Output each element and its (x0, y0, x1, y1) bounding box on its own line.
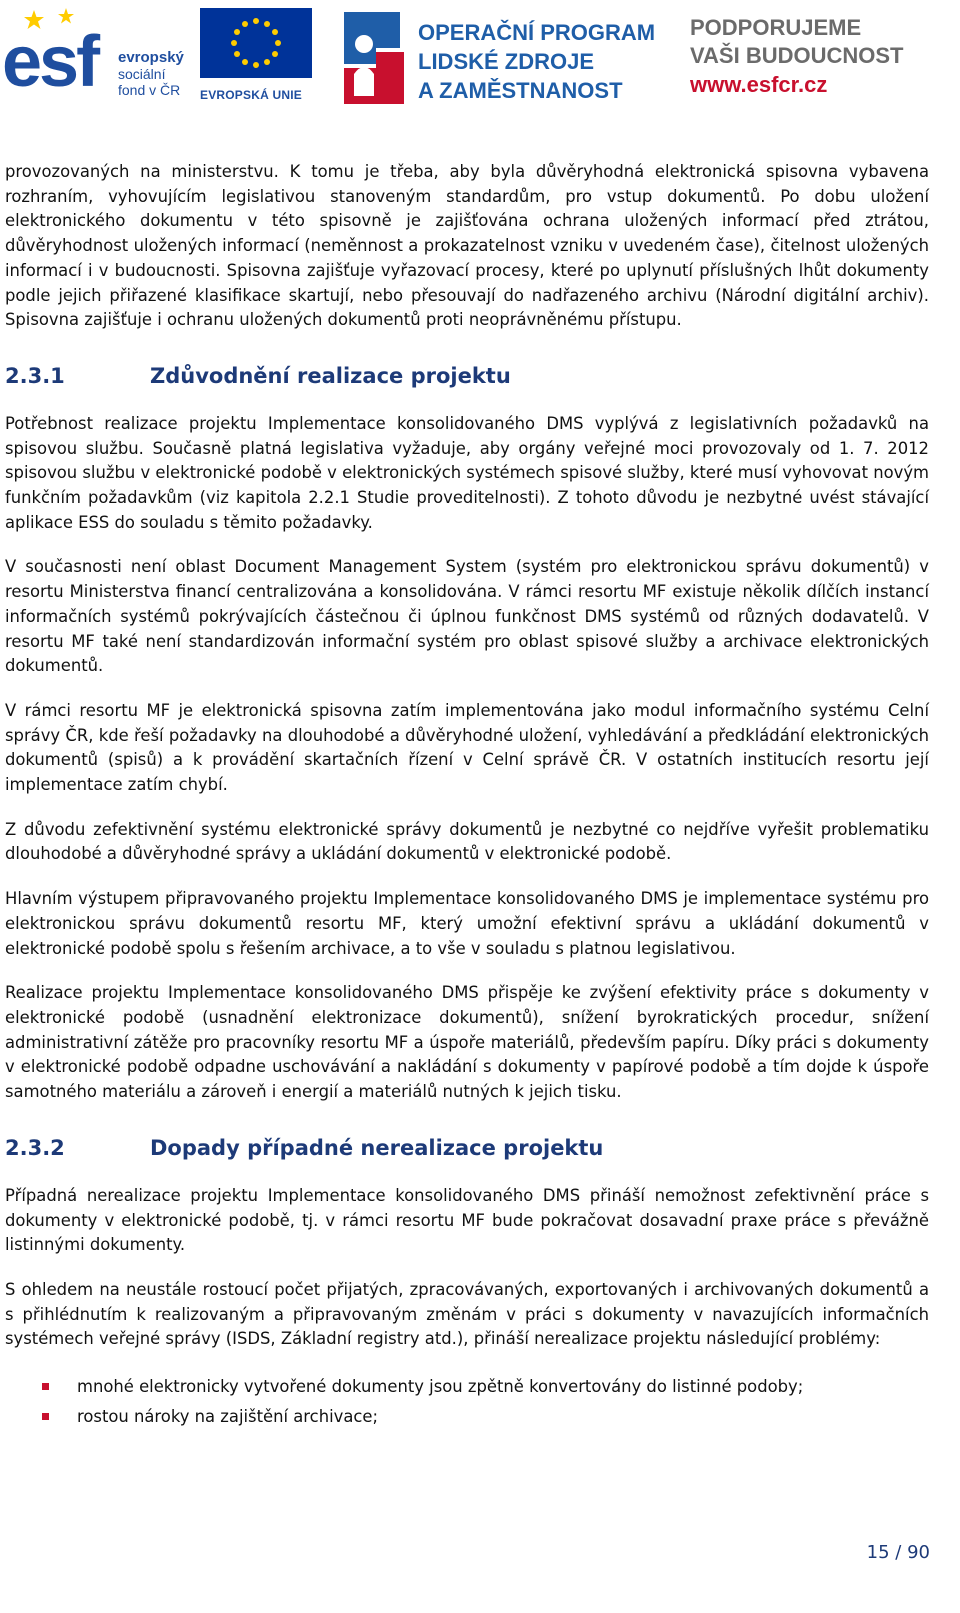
op-title-line2: LIDSKÉ ZDROJE (418, 49, 595, 74)
bullet-square-icon (42, 1413, 49, 1420)
paragraph: V rámci resortu MF je elektronická spisovna zatím implementována jako modul informačního systému Celní správy ČR, kde řeší požadavky na dlouhodobé a důvěryhodné uložení, vyhledávání a předkládání elektronických dokumentů (spisů) a k provádění skartačních řízení v Celní správě ČR. V ostatních institucích resortu její implementace zatím chybí. (5, 700, 929, 795)
esf-logo (2, 6, 190, 106)
page-number: 15 / 90 (866, 1542, 930, 1563)
support-url: www.esfcr.cz (690, 72, 828, 97)
list-item-text: rostou nároky na zajištění archivace; (77, 1407, 378, 1427)
intro-paragraph: provozovaných na ministerstvu. K tomu je třeba, aby byla důvěryhodná elektronická spisovna vybavena rozhraním, vyhovujícím legislativou stanoveným standardům, pro vstup dokumentů. Po dobu uložení elektronického dokumentu v této spisovně je zajišťována ochrana uložených informací před ztrátou, důvěryhodnost uložených informací (neměnnost a prokazatelnost vzniku v uvedeném čase), čitelnost uložených informací i v budoucnosti. Spisovna zajišťuje vyřazovací procesy, které po uplynutí příslušných lhůt dokumenty podle jejich přiřazené klasifikace skartují, nebo přesouvají do nadřazeného archivu (Národní digitální archiv). Spisovna zajišťuje i ochranu uložených dokumentů proti neoprávněnému přístupu. (5, 162, 929, 330)
support-slogan (690, 14, 950, 100)
op-puzzle-icon (340, 8, 412, 108)
section-number: 2.3.1 (5, 363, 65, 388)
support-line1: PODPORUJEME (690, 15, 862, 40)
paragraph: V současnosti není oblast Document Management System (systém pro elektronickou správu dokumentů) v resortu Ministerstva financí centralizována a konsolidována. V rámci resortu MF existuje několik dílčích instancí informačních systémů pokrývajících částečnou či úplnou funkčnost DMS systémů od různých dodavatelů. V resortu MF také není standardizován informační systém pro oblast spisové služby a archivace elektronických dokumentů. (5, 557, 929, 676)
op-title (418, 18, 655, 105)
section-title: Dopady případné nerealizace projektu (150, 1135, 604, 1160)
paragraph: Potřebnost realizace projektu Implementace konsolidovaného DMS vyplývá z legislativních požadavků na spisovou službu. Současně platná legislativa vyžaduje, aby orgány veřejné moci provozovaly od 1. 7. 2012 spisovou službu v elektronické podobě v elektronických systémech spisové služby, které musí vyhovovat novým funkčním požadavkům (viz kapitola 2.2.1 Studie proveditelnosti). Z tohoto důvodu je nezbytné uvést stávající aplikace ESS do souladu s těmito požadavky. (5, 413, 929, 532)
bullet-square-icon (42, 1383, 49, 1390)
paragraph: S ohledem na neustále rostoucí počet přijatých, zpracovávaných, exportovaných i archivovaných dokumentů a s přihlédnutím k realizovaným a připravovaným změnám v práci s dokumenty v navazujících informačních systémech veřejné správy (ISDS, Základní registry atd.), přináší nerealizace projektu následující problémy: (5, 1279, 929, 1349)
esf-letters: esf (2, 22, 98, 102)
section-title: Zdůvodnění realizace projektu (150, 363, 511, 388)
list-item (5, 1372, 929, 1402)
document-body (5, 160, 929, 1432)
eu-label: EVROPSKÁ UNIE (200, 88, 302, 102)
paragraph: Případná nerealizace projektu Implementace konsolidovaného DMS přináší nemožnost zefektivnění práce s dokumenty v elektronické podobě, tj. v rámci resortu MF bude pokračovat dosavadní praxe práce s převážně listinnými dokumenty. (5, 1185, 929, 1255)
section-heading-2-3-2 (5, 1133, 929, 1163)
op-logo (340, 8, 670, 108)
esf-caption-line3: fond v ČR (118, 82, 181, 98)
eu-flag-icon (200, 8, 312, 78)
esf-caption-line1: evropský (118, 49, 184, 66)
header-logos (0, 0, 960, 112)
eu-logo (200, 8, 312, 104)
support-line2: VAŠI BUDOUCNOST (690, 43, 904, 68)
eu-stars-icon (200, 8, 312, 78)
list-item-text: mnohé elektronicky vytvořené dokumenty jsou zpětně konvertovány do listinné podoby; (77, 1377, 804, 1397)
op-title-line3: A ZAMĚSTNANOST (418, 78, 623, 103)
paragraph: Realizace projektu Implementace konsolidovaného DMS přispěje ke zvýšení efektivity práce s dokumenty v elektronické podobě (usnadnění elektronizace dokumentů), snížení byrokratických procedur, snížení administrativní zátěže pro pracovníky resortu MF a úspoře materiálů, především papíru. Díky práci s dokumenty v elektronické podobě odpadne uschovávání a nakládání s dokumenty v papírové podobě a tím dojde k úspoře samotného materiálu a zároveň i energií a materiálů nutných k jejich tisku. (5, 983, 929, 1102)
op-title-line1: OPERAČNÍ PROGRAM (418, 20, 656, 45)
list-item (5, 1402, 929, 1432)
bullet-list (5, 1372, 929, 1432)
section-heading-2-3-1 (5, 361, 929, 391)
esf-caption (118, 50, 184, 98)
section-number: 2.3.2 (5, 1135, 65, 1160)
paragraph: Hlavním výstupem připravovaného projektu Implementace konsolidovaného DMS je implementace systému pro elektronickou správu dokumentů resortu MF, který umožní efektivní správu a ukládání dokumentů v elektronické podobě spolu s řešením archivace, a to vše v souladu s platnou legislativou. (5, 889, 929, 958)
paragraph: Z důvodu zefektivnění systému elektronické správy dokumentů je nezbytné co nejdříve vyřešit problematiku dlouhodobé a důvěryhodné správy a ukládání dokumentů v elektronické podobě. (5, 819, 929, 864)
esf-caption-line2: sociální (118, 66, 166, 82)
